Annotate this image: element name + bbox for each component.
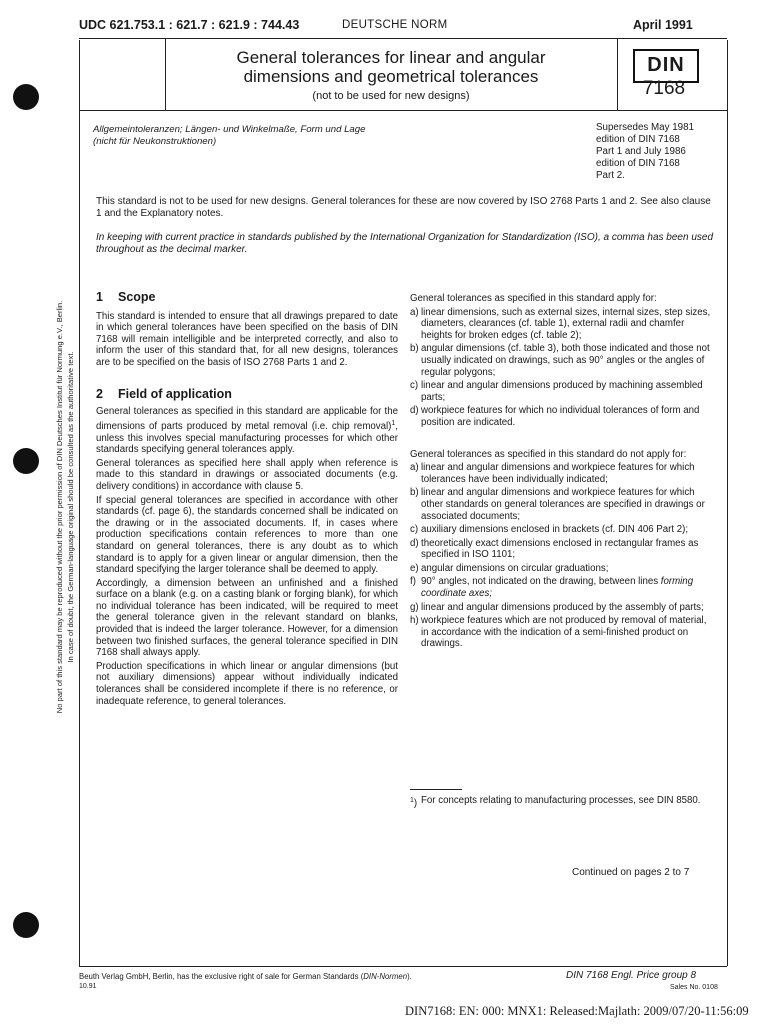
list-text — [421, 576, 715, 599]
list-text: theoretically exact dimensions enclosed in rectangular frames as specified in ISO 1101; — [421, 537, 699, 561]
sales-number: Sales No. 0108 — [670, 984, 718, 991]
list-text: auxiliary dimensions enclosed in brackets (cf. DIN 406 Part 2); — [421, 524, 689, 536]
print-date: 10.91 — [79, 983, 97, 990]
list-label: f) — [410, 576, 416, 588]
text-run: 90° angles, not indicated on the drawing, between lines — [421, 576, 659, 588]
din-logo: DIN — [633, 49, 699, 83]
german-title-line1: Allgemeintoleranzen; Längen- und Winkelmaße, Form und Lage — [93, 124, 366, 135]
copyright-note-line1: No part of this standard may be reproduced without the prior permission of DIN Deutsches Institut für Normung e.V., Berlin. — [55, 300, 64, 714]
section-title: Field of application — [118, 386, 232, 401]
title-line-1: General tolerances for linear and angular — [236, 48, 546, 67]
footnote: $^1$) For concepts relating to manufacturing processes, see DIN 8580. — [410, 795, 701, 810]
list-item — [410, 343, 715, 378]
list-label: b) — [410, 343, 419, 355]
application-paragraph-1 — [96, 406, 398, 456]
list-item — [410, 405, 715, 428]
new-designs-notice: This standard is not to be used for new designs. General tolerances for these are now covered by ISO 2768 Parts 1 and 2. See also clause 1 and the Explanatory notes. — [96, 196, 711, 219]
copyright-note-line2: In case of doubt, the German-language original should be consulted as the authoritative text. — [66, 351, 75, 663]
list-text: linear and angular dimensions produced by machining assembled parts; — [421, 380, 703, 403]
list-item — [410, 602, 715, 614]
decimal-marker-note: In keeping with current practice in standards published by the International Organization for Standardization (ISO), a comma has been used throughout as the decimal marker. — [96, 232, 714, 255]
list-label: g) — [410, 601, 419, 613]
list-item — [410, 538, 715, 561]
binder-hole-middle — [13, 448, 39, 474]
supersedes-line: Part 2. — [596, 170, 625, 181]
header-top-rule — [79, 38, 727, 39]
list-text: linear and angular dimensions and workpiece features for which other standards on general tolerances are specified in drawings or associated documents; — [421, 487, 705, 522]
list-label: h) — [410, 615, 419, 627]
supersedes-note — [596, 122, 716, 182]
list-item — [410, 615, 715, 650]
udc-number: UDC 621.753.1 : 621.7 : 621.9 : 744.43 — [79, 18, 300, 32]
list-item — [410, 576, 715, 599]
list-label: e) — [410, 562, 419, 574]
list-text: angular dimensions (cf. table 3), both those indicated and those not usually indicated on drawings, such as 90° angles or the angles of regular polygons; — [421, 343, 710, 378]
list-text: angular dimensions on circular graduations; — [421, 562, 609, 574]
list-text: workpiece features which are not produced by removal of material, in accordance with the indication of a semi-finished product on drawings. — [421, 615, 707, 650]
document-title — [166, 48, 616, 86]
scope-paragraph: This standard is intended to ensure that all drawings prepared to date in which general tolerances have been specified on the basis of DIN 7168 will remain intelligible and be interpreted correctly, and also to inform the user of this standard that, for all new designs, tolerances are to be specified on the basis of ISO 2768 Parts 1 and 2. — [96, 310, 398, 368]
list-item — [410, 487, 715, 522]
apply-list — [410, 307, 715, 429]
list-label: d) — [410, 537, 419, 549]
section-title: Scope — [118, 290, 156, 304]
application-paragraph-3: If special general tolerances are specified in accordance with other standards (cf. page 6), the standards concerned shall be indicated on the drawing or in the associated documents. If, in cases where production specifications contain references to more than one standard on general tolerances, there is any doubt as to which standard is to apply for a given linear or angular dimension, then the standard specifying the larger tolerance shall be deemed to apply. — [96, 494, 398, 576]
standard-number: 7168 — [642, 78, 686, 99]
list-text: linear dimensions, such as external sizes, internal sizes, step sizes, diameters, clearances (cf. table 1), external radii and chamfer heights for broken edges (cf. table 2); — [421, 306, 711, 341]
section-number: 2 — [96, 386, 103, 401]
footer-top-rule — [79, 966, 727, 967]
list-text: linear and angular dimensions produced by the assembly of parts; — [421, 601, 704, 613]
text-run: ). — [407, 972, 412, 981]
right-column — [410, 293, 715, 652]
application-paragraph-2: General tolerances as specified here shall apply when reference is made to this standard in drawings or associated documents (e.g. delivery conditions) in accordance with clause 5. — [96, 457, 398, 492]
publisher-note — [79, 972, 412, 981]
application-paragraph-5: Production specifications in which linear or angular dimensions (but not auxiliary dimensions) appear without individually indicated tolerances shall be considered incomplete if there is no reference, or inadequate reference, to general tolerances. — [96, 660, 398, 707]
list-item — [410, 563, 715, 575]
title-bottom-rule — [79, 110, 727, 111]
list-label: a) — [410, 462, 419, 474]
section-2-heading — [96, 386, 398, 401]
german-title-line2: (nicht für Neukonstruktionen) — [93, 136, 217, 147]
not-apply-list — [410, 462, 715, 650]
binder-hole-bottom — [13, 912, 39, 938]
section-1-heading — [96, 292, 398, 304]
title-right-divider — [617, 38, 618, 110]
not-apply-intro: General tolerances as specified in this standard do not apply for: — [410, 448, 687, 460]
norm-label: DEUTSCHE NORM — [342, 19, 448, 31]
list-item — [410, 307, 715, 342]
release-stamp: DIN7168: EN: 000: MNX1: Released:Majlath: 2009/07/20-11:56:09 — [405, 1004, 749, 1018]
list-label: c) — [410, 380, 419, 392]
italic-text-run: forming coordinate axes; — [421, 576, 694, 600]
italic-text-run: DIN-Normen — [363, 972, 408, 981]
list-label: d) — [410, 405, 419, 417]
supersedes-line: Supersedes May 1981 — [596, 122, 695, 133]
list-item — [410, 380, 715, 403]
list-label: c) — [410, 524, 419, 536]
apply-intro: General tolerances as specified in this standard apply for: — [410, 293, 657, 304]
document-subtitle: (not to be used for new designs) — [312, 90, 470, 102]
supersedes-line: edition of DIN 7168 — [596, 134, 680, 145]
supersedes-line: edition of DIN 7168 — [596, 158, 680, 169]
left-column — [96, 292, 398, 709]
footnote-rule — [410, 789, 462, 790]
section-number: 1 — [96, 290, 103, 304]
list-text: workpiece features for which no individual tolerances of form and position are indicated. — [421, 405, 700, 428]
list-item — [410, 524, 715, 536]
list-label: a) — [410, 306, 419, 318]
binder-hole-top — [13, 84, 39, 110]
list-text: linear and angular dimensions and workpiece features for which tolerances have been individually indicated; — [421, 462, 695, 485]
footnote-ref: 1 — [391, 419, 396, 427]
list-item — [410, 462, 715, 485]
supersedes-line: Part 1 and July 1986 — [596, 146, 686, 157]
continued-note: Continued on pages 2 to 7 — [572, 867, 690, 878]
text-run: General tolerances as specified in this standard are applicable for the dimensions of parts produced by metal removal (i.e. chip removal) — [96, 406, 398, 432]
text-run: , unless this involves special manufacturing processes for which other standards specifying general tolerances apply. — [96, 420, 398, 456]
issue-date: April 1991 — [633, 18, 693, 32]
list-label: b) — [410, 487, 419, 499]
footnote-text: For concepts relating to manufacturing processes, see DIN 8580. — [421, 795, 701, 806]
german-title — [93, 124, 513, 148]
text-run: Beuth Verlag GmbH, Berlin, has the exclusive right of sale for German Standards ( — [79, 972, 364, 981]
footnote-mark: 1 — [410, 797, 414, 804]
title-line-2: dimensions and geometrical tolerances — [243, 67, 539, 86]
application-paragraph-4: Accordingly, a dimension between an unfinished and a finished surface on a blank (e.g. on a casting blank or forging blank), for which no individual tolerance has been indicated, will be required to meet the general tolerance given in the relevant standard on blanks, provided that is indeed the larger tolerance. However, for a dimension between two finished surfaces, the general tolerance specified in DIN 7168 shall always apply. — [96, 577, 398, 659]
price-group: DIN 7168 Engl. Price group 8 — [566, 970, 697, 981]
